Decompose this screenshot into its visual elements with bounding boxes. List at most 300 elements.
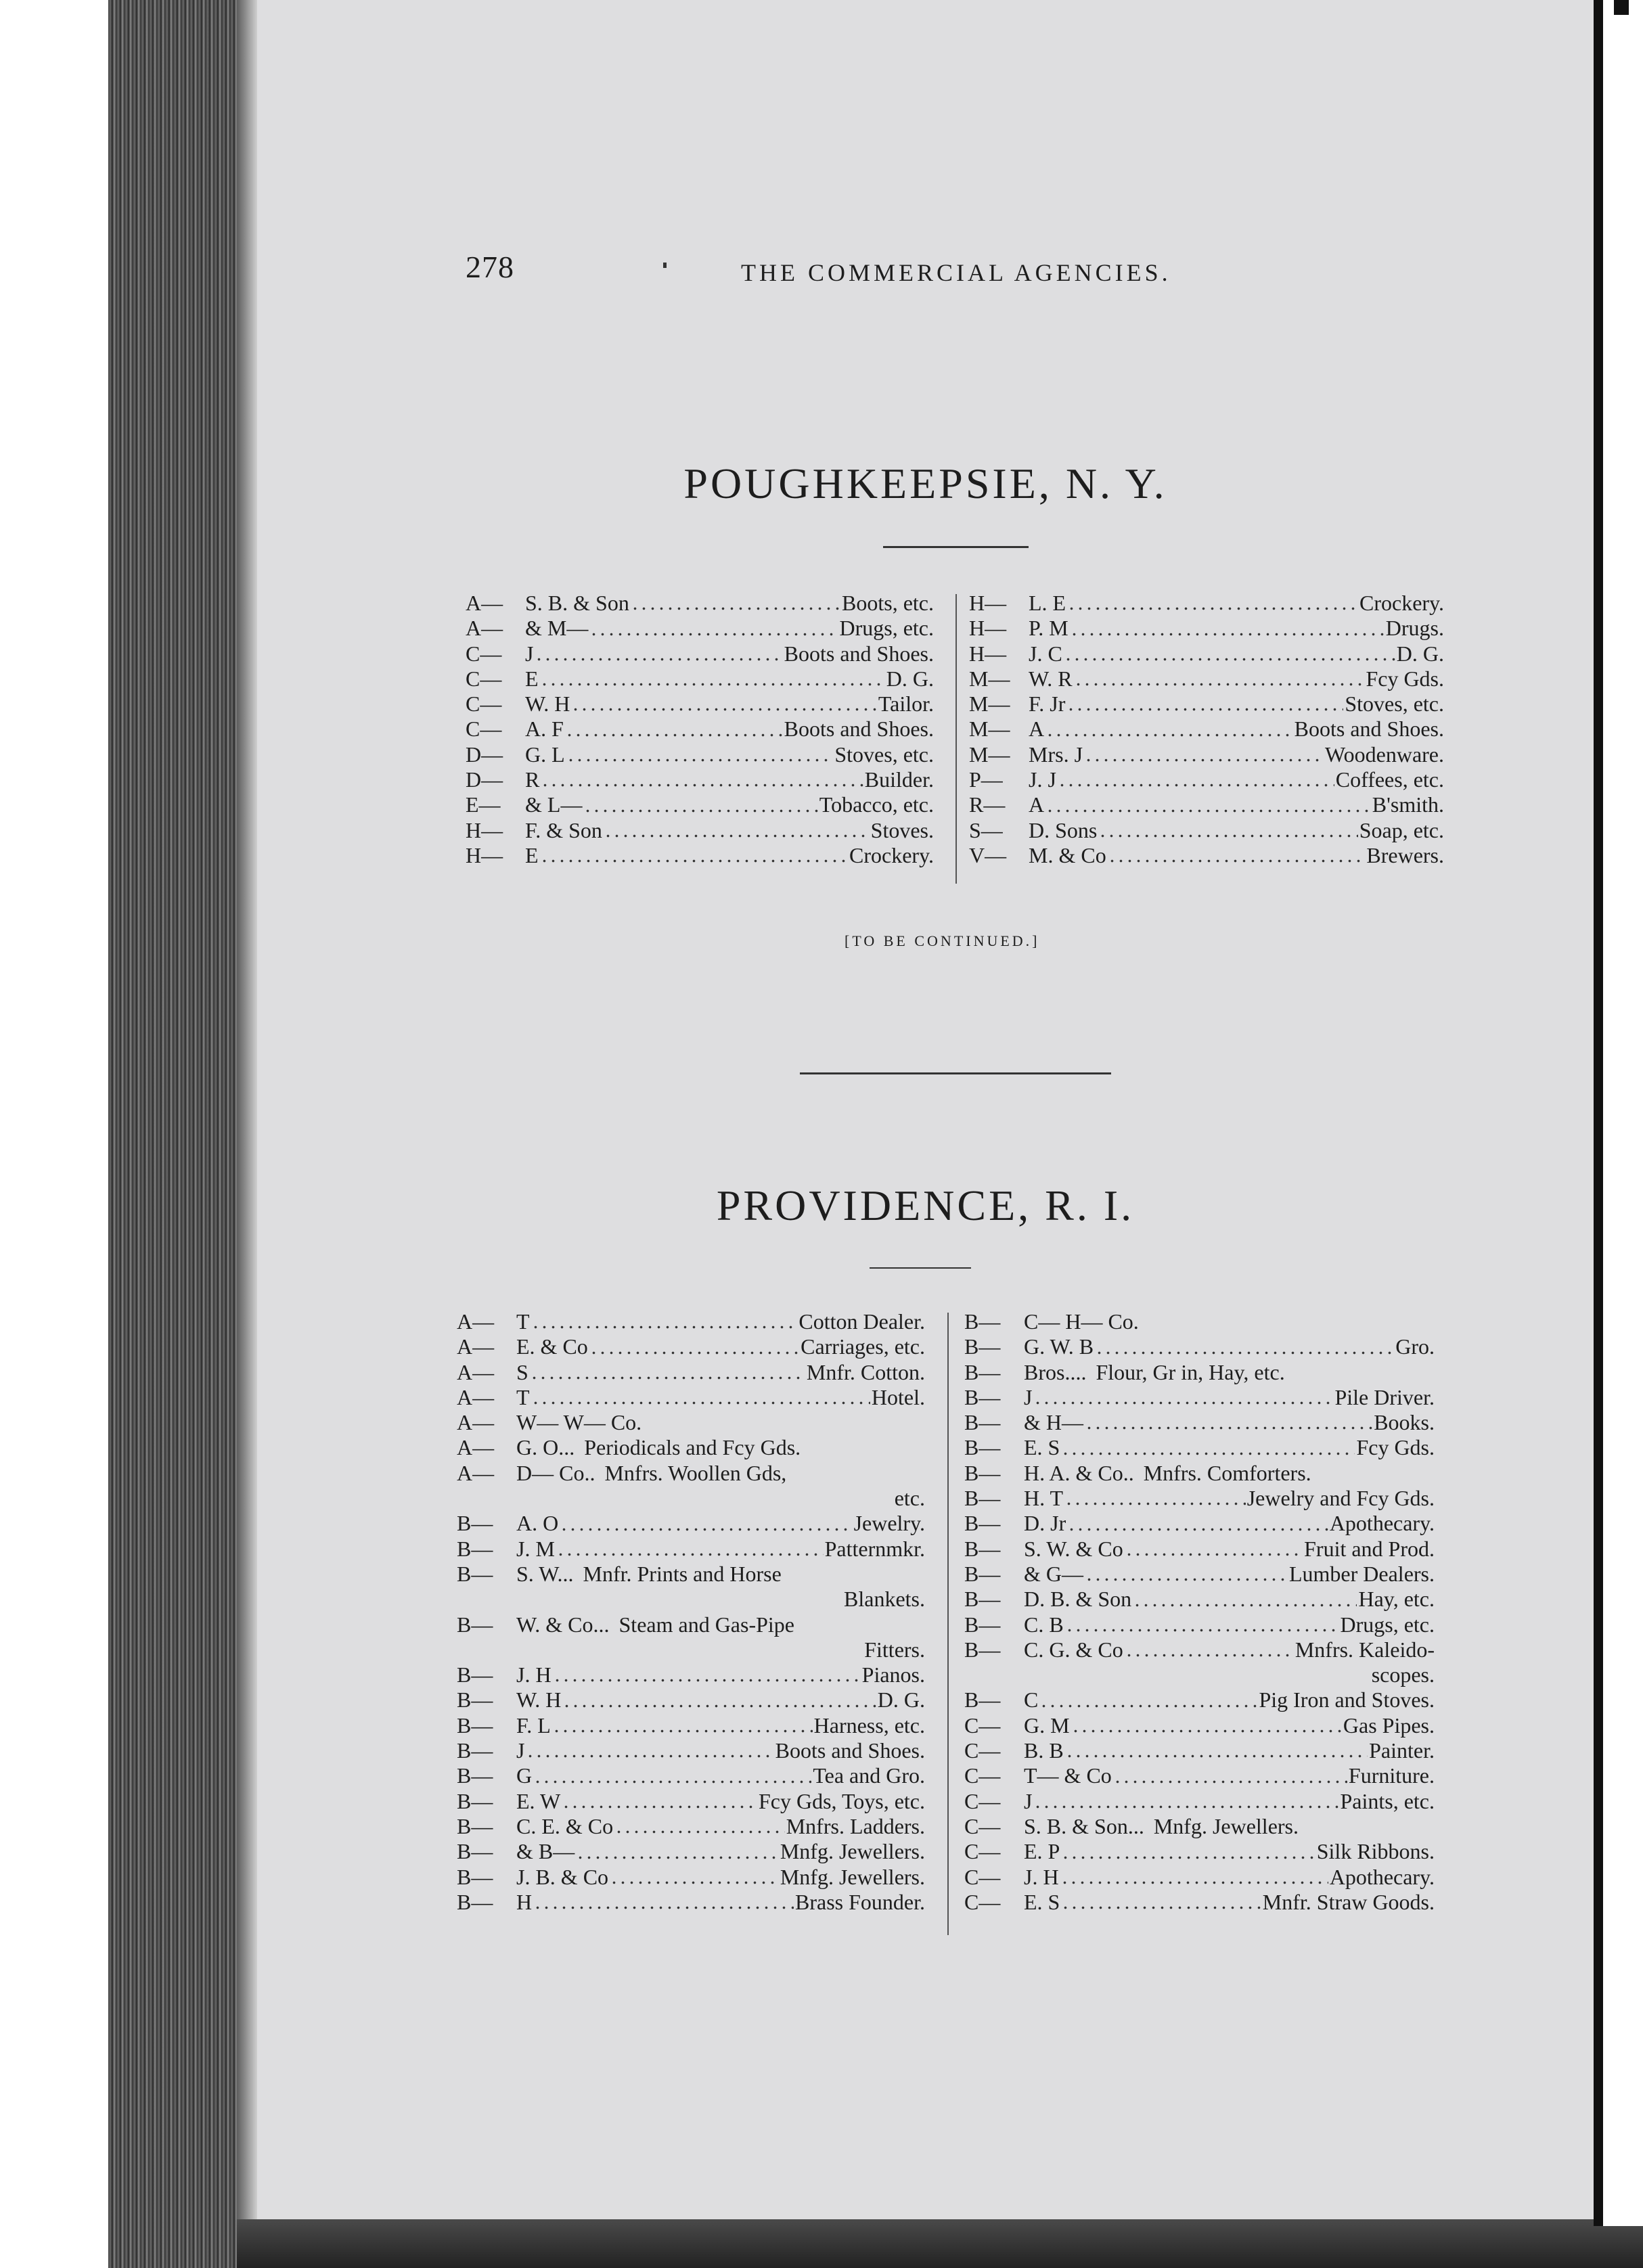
dot-leader xyxy=(604,834,870,838)
directory-entry xyxy=(964,1814,1435,1839)
directory-entry xyxy=(457,1687,925,1713)
entry-name: J xyxy=(516,1738,525,1763)
page-right-margin xyxy=(1603,0,1643,2226)
entry-trade: Apothecary. xyxy=(1329,1864,1435,1889)
dot-leader xyxy=(1064,658,1395,661)
section-title-providence: PROVIDENCE, R. I. xyxy=(716,1181,1135,1229)
entry-name: E xyxy=(525,666,539,691)
directory-entry xyxy=(466,818,934,843)
dot-leader xyxy=(589,633,838,636)
entry-name: G xyxy=(516,1763,533,1788)
entry-trade: Mnfg. Jewellers. xyxy=(780,1864,925,1889)
entry-trade: Tailor. xyxy=(878,691,934,717)
directory-entry xyxy=(964,1385,1435,1410)
entry-initial: C— xyxy=(964,1889,1001,1914)
entry-trade: Builder. xyxy=(864,767,934,792)
entry-name: F. Jr xyxy=(1029,691,1066,717)
dot-leader xyxy=(1085,1426,1372,1430)
entry-trade: Mnfg. Jewellers. xyxy=(780,1839,925,1864)
directory-entry xyxy=(964,1334,1435,1359)
dot-leader xyxy=(1108,859,1366,863)
entry-initial: B— xyxy=(457,1536,493,1561)
entry-initial: B— xyxy=(964,1460,1001,1485)
providence-column-left xyxy=(457,1309,925,1915)
entry-initial: B— xyxy=(964,1410,1001,1435)
ink-speck xyxy=(663,263,667,268)
dot-leader xyxy=(1058,784,1334,787)
directory-entry xyxy=(457,1360,925,1385)
directory-entry xyxy=(964,1309,1435,1334)
entry-initial: C— xyxy=(964,1788,1001,1813)
entry-initial: C— xyxy=(466,717,502,742)
directory-entry xyxy=(969,843,1444,868)
entry-name: J xyxy=(1024,1788,1033,1813)
dot-leader xyxy=(1060,1881,1328,1884)
entry-initial: B— xyxy=(457,1612,493,1637)
entry-name: S xyxy=(516,1359,528,1384)
directory-entry xyxy=(466,767,934,792)
entry-trade: Apothecary. xyxy=(1329,1511,1435,1536)
dot-leader xyxy=(1133,1604,1357,1607)
entry-name: A. F xyxy=(525,717,564,742)
directory-entry xyxy=(457,1461,925,1486)
directory-entry xyxy=(969,591,1444,616)
entry-initial: A— xyxy=(466,591,503,615)
entry-name: P. M xyxy=(1029,616,1068,641)
entry-initial: B— xyxy=(457,1561,493,1586)
entry-initial: B— xyxy=(457,1839,493,1864)
dot-leader xyxy=(571,708,876,711)
directory-entry xyxy=(466,641,934,666)
providence-column-right xyxy=(964,1309,1435,1915)
entry-name: D. Sons xyxy=(1029,817,1098,842)
directory-entry xyxy=(964,1410,1435,1435)
entry-name: D. Jr xyxy=(1024,1511,1066,1536)
entry-initial: D— xyxy=(466,742,503,767)
directory-entry xyxy=(457,1511,925,1536)
dot-leader xyxy=(535,658,782,661)
entry-trade: Mnfrs. Woollen Gds, xyxy=(604,1460,787,1485)
dot-leader xyxy=(583,809,817,813)
entry-name: J. H xyxy=(1024,1864,1059,1889)
entry-initial: C— xyxy=(964,1864,1001,1889)
entry-continuation: etc. xyxy=(894,1486,925,1511)
dot-leader xyxy=(576,1856,779,1859)
entry-trade: Mnfr. Straw Goods. xyxy=(1262,1889,1435,1914)
entry-initial: M— xyxy=(969,717,1010,742)
entry-initial: B— xyxy=(457,1763,493,1788)
entry-name: S. B. & Son xyxy=(525,591,629,615)
entry-trade: Stoves. xyxy=(870,817,934,842)
entry-trade: Drugs, etc. xyxy=(1340,1612,1435,1637)
entry-trade: Flour, Gr in, Hay, etc. xyxy=(1096,1359,1285,1384)
entry-name: A xyxy=(1029,717,1045,742)
entry-trade: Boots and Shoes. xyxy=(784,717,934,742)
directory-entry xyxy=(457,1562,925,1587)
entry-trade: Crockery. xyxy=(1359,591,1444,615)
entry-name: W— W— Co. xyxy=(516,1410,642,1435)
entry-initial: M— xyxy=(969,691,1010,717)
entry-initial: P— xyxy=(969,767,1003,792)
dot-leader xyxy=(610,1881,779,1884)
entry-initial: C— xyxy=(466,666,502,691)
dot-leader xyxy=(1033,1401,1333,1405)
directory-entry xyxy=(969,666,1444,691)
entry-trade: Boots and Shoes. xyxy=(1294,717,1444,742)
entry-trade: Paints, etc. xyxy=(1340,1788,1435,1813)
entry-trade: Tobacco, etc. xyxy=(819,792,934,817)
entry-trade: Painter. xyxy=(1369,1738,1435,1763)
entry-name: B. B xyxy=(1024,1738,1064,1763)
directory-entry xyxy=(964,1713,1435,1738)
entry-trade: Coffees, etc. xyxy=(1335,767,1444,792)
entry-trade: Mnfrs. Ladders. xyxy=(786,1813,925,1838)
entry-initial: B— xyxy=(964,1587,1001,1612)
entry-trade: Stoves, etc. xyxy=(1345,691,1444,717)
directory-entry xyxy=(964,1537,1435,1562)
entry-initial: B— xyxy=(964,1334,1001,1359)
entry-initial: R— xyxy=(969,792,1006,817)
entry-initial: S— xyxy=(969,817,1003,842)
entry-trade: Pianos. xyxy=(861,1662,925,1687)
entry-trade: Pile Driver. xyxy=(1334,1384,1435,1409)
dot-leader xyxy=(1033,1805,1338,1809)
entry-trade: Stoves, etc. xyxy=(834,742,934,767)
book-page-edges xyxy=(108,0,237,2268)
entry-trade: Silk Ribbons. xyxy=(1316,1839,1435,1864)
dot-leader xyxy=(1067,1528,1328,1531)
dot-leader xyxy=(1074,683,1365,686)
dot-leader xyxy=(1085,1578,1288,1581)
running-head: THE COMMERCIAL AGENCIES. xyxy=(741,259,1171,286)
entry-initial: B— xyxy=(457,1889,493,1914)
entry-trade: Patternmkr. xyxy=(824,1536,925,1561)
dot-leader xyxy=(1065,1754,1368,1758)
entry-initial: B— xyxy=(457,1511,493,1536)
entry-name: L. E xyxy=(1029,591,1066,615)
entry-name: & G— xyxy=(1024,1561,1083,1586)
directory-entry xyxy=(964,1360,1435,1385)
entry-trade: Boots and Shoes. xyxy=(784,641,934,666)
dot-leader xyxy=(589,1351,799,1355)
entry-trade: Brewers. xyxy=(1366,842,1444,867)
dot-leader xyxy=(1064,1502,1246,1505)
directory-entry xyxy=(964,1763,1435,1788)
entry-trade: Gro. xyxy=(1395,1334,1435,1359)
entry-name: C— H— Co. xyxy=(1024,1309,1139,1334)
dot-leader xyxy=(614,1830,785,1834)
dot-leader xyxy=(562,1704,876,1708)
entry-trade: Lumber Dealers. xyxy=(1288,1561,1435,1586)
entry-trade: Gas Pipes. xyxy=(1343,1713,1435,1738)
entry-name: G. L xyxy=(525,742,565,767)
dot-leader xyxy=(1125,1553,1303,1556)
entry-initial: B— xyxy=(964,1309,1001,1334)
entry-trade: Mnfrs. Kaleido- xyxy=(1295,1637,1435,1662)
entry-trade: Hay, etc. xyxy=(1358,1587,1435,1612)
entry-initial: A— xyxy=(457,1309,495,1334)
dot-leader xyxy=(1061,1452,1355,1455)
entry-trade: Woodenware. xyxy=(1324,742,1444,767)
entry-initial: B— xyxy=(964,1486,1001,1511)
directory-entry xyxy=(457,1738,925,1763)
entry-trade: Hotel. xyxy=(871,1384,925,1409)
directory-entry xyxy=(457,1890,925,1915)
directory-entry xyxy=(969,742,1444,767)
entry-initial: M— xyxy=(969,666,1010,691)
directory-entry xyxy=(457,1410,925,1435)
directory-entry xyxy=(457,1814,925,1839)
dot-leader xyxy=(541,784,863,787)
dot-leader xyxy=(1071,1729,1342,1733)
dot-leader xyxy=(540,859,848,863)
entry-trade: Fcy Gds. xyxy=(1366,666,1444,691)
directory-entry xyxy=(457,1435,925,1460)
dot-leader xyxy=(1045,809,1371,813)
entry-initial: C— xyxy=(466,691,502,717)
entry-name: J. B. & Co xyxy=(516,1864,609,1889)
directory-entry xyxy=(466,691,934,717)
entry-name: J. J xyxy=(1029,767,1056,792)
entry-trade: Jewelry. xyxy=(853,1511,925,1536)
entry-trade: Tea and Gro. xyxy=(813,1763,925,1788)
entry-trade: Mnfr. Prints and Horse xyxy=(583,1561,782,1586)
entry-trade: Drugs. xyxy=(1385,616,1444,641)
directory-entry xyxy=(964,1562,1435,1587)
directory-entry xyxy=(457,1865,925,1890)
entry-initial: E— xyxy=(466,792,501,817)
dot-leader xyxy=(1061,1906,1261,1909)
entry-initial: H— xyxy=(969,591,1007,615)
directory-entry xyxy=(457,1789,925,1814)
directory-entry xyxy=(964,1865,1435,1890)
dot-leader xyxy=(531,1401,870,1405)
directory-entry xyxy=(466,591,934,616)
directory-entry xyxy=(457,1309,925,1334)
entry-initial: B— xyxy=(964,1637,1001,1662)
entry-initial: D— xyxy=(466,767,503,792)
dot-leader xyxy=(560,1528,852,1531)
title-rule xyxy=(883,546,1029,548)
entry-trade: Boots and Shoes. xyxy=(775,1738,925,1763)
entry-name: E. P xyxy=(1024,1839,1060,1864)
entry-trade: Books. xyxy=(1374,1410,1435,1435)
dot-leader xyxy=(1067,607,1358,610)
dot-leader xyxy=(553,1679,861,1682)
entry-initial: B— xyxy=(457,1713,493,1738)
entry-name: E. W xyxy=(516,1788,561,1813)
entry-trade: D. G. xyxy=(877,1687,925,1713)
dot-leader xyxy=(552,1729,813,1733)
entry-trade: Mnfg. Jewellers. xyxy=(1153,1813,1299,1838)
dot-leader xyxy=(566,758,834,762)
entry-initial: B— xyxy=(457,1687,493,1713)
entry-name: C xyxy=(1024,1687,1039,1713)
entry-continuation: scopes. xyxy=(1371,1662,1435,1687)
entry-name: M. & Co xyxy=(1029,842,1106,867)
entry-name: H xyxy=(516,1889,533,1914)
entry-trade: Steam and Gas-Pipe xyxy=(618,1612,794,1637)
dot-leader xyxy=(531,1325,798,1329)
entry-initial: B— xyxy=(964,1359,1001,1384)
entry-name: E. S xyxy=(1024,1435,1060,1460)
directory-entry xyxy=(466,792,934,817)
dot-leader xyxy=(1066,708,1343,711)
dot-leader xyxy=(1084,758,1324,762)
entry-initial: B— xyxy=(964,1612,1001,1637)
dot-leader xyxy=(631,607,840,610)
entry-initial: A— xyxy=(466,616,503,641)
dot-leader xyxy=(562,1805,757,1809)
column-divider xyxy=(955,594,957,884)
entry-name: & H— xyxy=(1024,1410,1083,1435)
entry-trade: Harness, etc. xyxy=(813,1713,925,1738)
entry-initial: C— xyxy=(964,1713,1001,1738)
page-number: 278 xyxy=(466,250,514,284)
directory-entry xyxy=(969,616,1444,641)
directory-entry xyxy=(457,1662,925,1687)
entry-name: F. L xyxy=(516,1713,551,1738)
directory-entry xyxy=(466,742,934,767)
entry-name: J xyxy=(1024,1384,1033,1409)
page-margin xyxy=(0,0,108,2268)
entry-trade: Fcy Gds. xyxy=(1356,1435,1435,1460)
dot-leader xyxy=(1070,633,1385,636)
dot-leader xyxy=(556,1553,824,1556)
entry-initial: C— xyxy=(964,1813,1001,1838)
entry-name: & L— xyxy=(525,792,583,817)
entry-trade: Mnfr. Cotton. xyxy=(806,1359,925,1384)
entry-initial: B— xyxy=(457,1788,493,1813)
entry-initial: A— xyxy=(457,1359,495,1384)
entry-initial: H— xyxy=(466,817,503,842)
directory-entry xyxy=(457,1537,925,1562)
directory-entry xyxy=(457,1385,925,1410)
entry-trade: D. G. xyxy=(1396,641,1444,666)
directory-entry xyxy=(964,1511,1435,1536)
entry-initial: B— xyxy=(457,1662,493,1687)
dot-leader xyxy=(1095,1351,1394,1355)
entry-initial: B— xyxy=(457,1738,493,1763)
directory-entry xyxy=(969,818,1444,843)
entry-trade: Brass Founder. xyxy=(795,1889,925,1914)
column-divider xyxy=(947,1313,949,1935)
entry-initial: A— xyxy=(457,1435,495,1460)
entry-initial: C— xyxy=(964,1763,1001,1788)
entry-trade: Boots, etc. xyxy=(842,591,934,615)
page-bottom-edge xyxy=(237,2219,1643,2268)
directory-entry xyxy=(466,666,934,691)
entry-name: A. O xyxy=(516,1511,559,1536)
entry-continuation: Fitters. xyxy=(864,1637,925,1662)
entry-initial: M— xyxy=(969,742,1010,767)
entry-name: D— Co.. xyxy=(516,1460,595,1485)
entry-trade: Carriages, etc. xyxy=(801,1334,925,1359)
entry-name: Mrs. J xyxy=(1029,742,1083,767)
directory-entry xyxy=(457,1763,925,1788)
entry-name: C. E. & Co xyxy=(516,1813,614,1838)
poughkeepsie-column-right xyxy=(969,591,1444,868)
directory-entry xyxy=(466,843,934,868)
dot-leader xyxy=(1113,1780,1347,1784)
directory-entry xyxy=(964,1789,1435,1814)
entry-initial: B— xyxy=(964,1384,1001,1409)
entry-name: T— & Co xyxy=(1024,1763,1112,1788)
entry-initial: H— xyxy=(969,641,1007,666)
entry-initial: V— xyxy=(969,842,1007,867)
entry-initial: H— xyxy=(466,842,503,867)
directory-entry xyxy=(964,1738,1435,1763)
entry-initial: A— xyxy=(457,1410,495,1435)
entry-name: C. G. & Co xyxy=(1024,1637,1123,1662)
entry-name: J. C xyxy=(1029,641,1062,666)
entry-name: D. B. & Son xyxy=(1024,1587,1132,1612)
directory-entry xyxy=(969,767,1444,792)
directory-entry xyxy=(969,792,1444,817)
directory-entry xyxy=(457,1334,925,1359)
entry-initial: B— xyxy=(457,1813,493,1838)
entry-trade: Crockery. xyxy=(849,842,934,867)
directory-entry xyxy=(969,691,1444,717)
entry-trade: Fruit and Prod. xyxy=(1304,1536,1435,1561)
entry-trade: Soap, etc. xyxy=(1359,817,1444,842)
entry-trade: Drugs, etc. xyxy=(839,616,934,641)
entry-trade: Cotton Dealer. xyxy=(798,1309,925,1334)
continued-note: [TO BE CONTINUED.] xyxy=(845,932,1040,949)
dot-leader xyxy=(533,1906,794,1909)
dot-leader xyxy=(1098,834,1357,838)
directory-entry xyxy=(969,717,1444,742)
directory-entry xyxy=(457,1612,925,1637)
dot-leader xyxy=(540,683,885,686)
scan-corner-mark xyxy=(1614,0,1629,15)
entry-initial: B— xyxy=(964,1511,1001,1536)
entry-initial: B— xyxy=(457,1864,493,1889)
dot-leader xyxy=(1061,1856,1315,1859)
entry-trade: Fcy Gds, Toys, etc. xyxy=(758,1788,925,1813)
entry-name: & B— xyxy=(516,1839,575,1864)
directory-entry xyxy=(457,1713,925,1738)
directory-entry xyxy=(466,717,934,742)
title-rule xyxy=(870,1267,971,1269)
entry-name: G. M xyxy=(1024,1713,1070,1738)
entry-initial: C— xyxy=(964,1839,1001,1864)
entry-name: W. H xyxy=(516,1687,562,1713)
entry-continuation: Blankets. xyxy=(844,1587,925,1612)
entry-trade: B'smith. xyxy=(1372,792,1444,817)
dot-leader xyxy=(565,733,783,737)
dot-leader xyxy=(1039,1704,1257,1708)
entry-name: & M— xyxy=(525,616,589,641)
entry-name: H. A. & Co.. xyxy=(1024,1460,1134,1485)
binding-shadow xyxy=(237,0,257,2268)
directory-entry xyxy=(969,641,1444,666)
directory-entry xyxy=(964,1461,1435,1486)
entry-name: J. M xyxy=(516,1536,555,1561)
entry-initial: B— xyxy=(964,1561,1001,1586)
poughkeepsie-column-left xyxy=(466,591,934,868)
dot-leader xyxy=(1125,1654,1294,1657)
dot-leader xyxy=(530,1376,805,1380)
entry-name: Bros.... xyxy=(1024,1359,1087,1384)
directory-entry xyxy=(964,1587,1435,1612)
directory-entry xyxy=(964,1890,1435,1915)
entry-name: W. R xyxy=(1029,666,1073,691)
entry-name: A xyxy=(1029,792,1045,817)
entry-name: E. S xyxy=(1024,1889,1060,1914)
entry-initial: A— xyxy=(457,1460,495,1485)
entry-initial: A— xyxy=(457,1384,495,1409)
